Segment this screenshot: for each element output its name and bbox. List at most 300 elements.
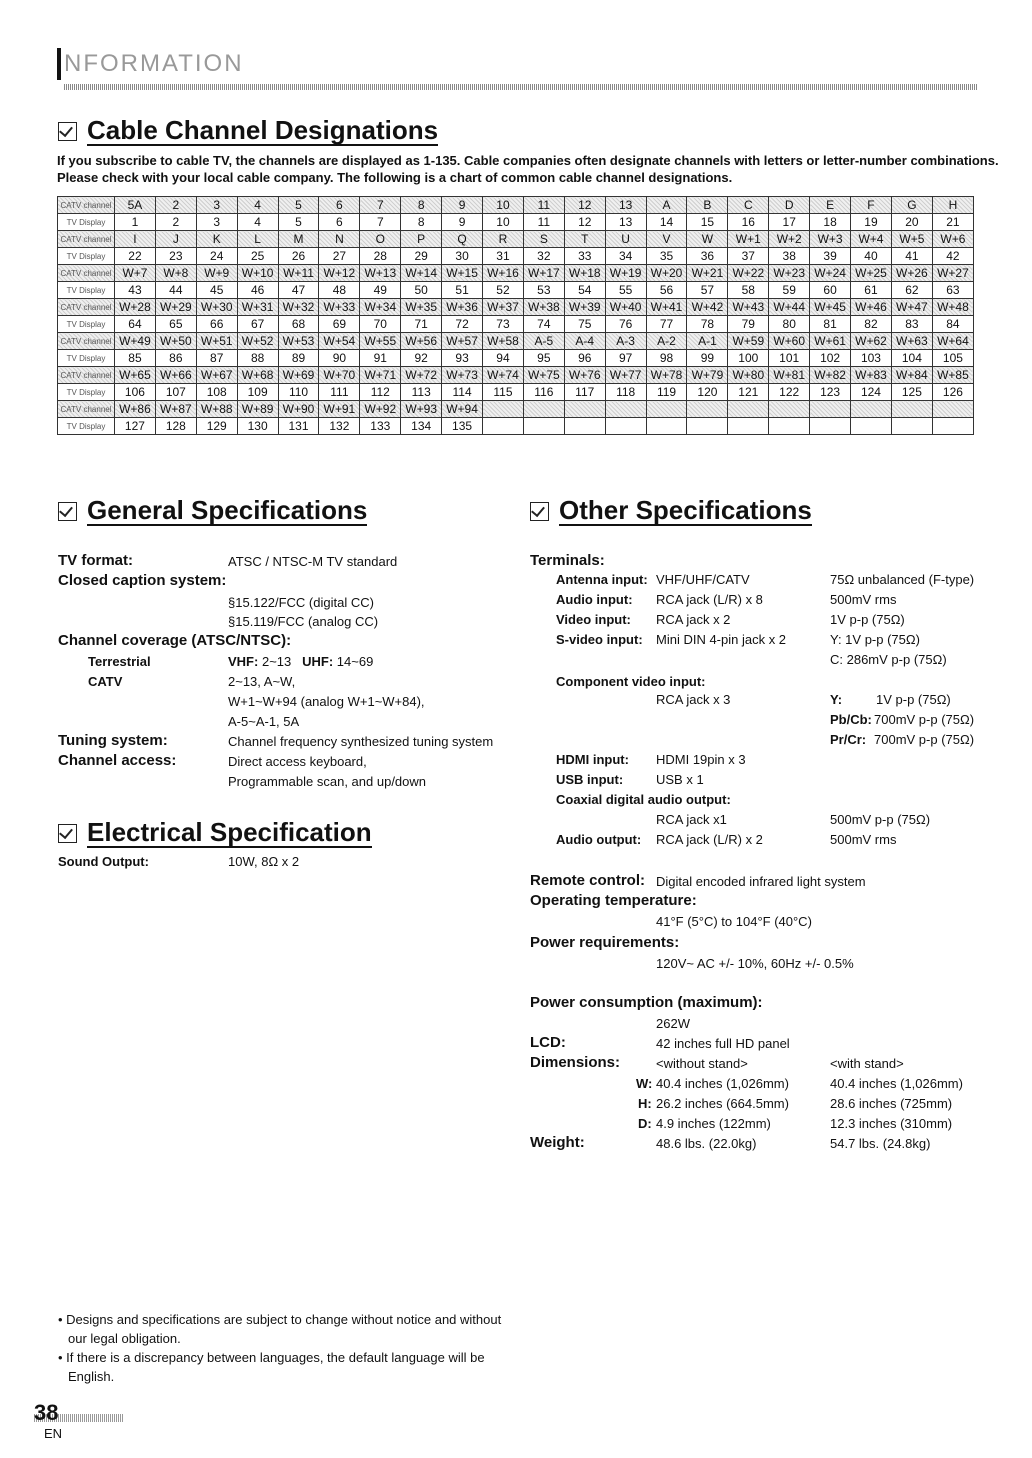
catv-cell: L [237,231,278,248]
audio-in-value-2: 500mV rms [830,592,897,607]
catv-cell: W+15 [442,265,483,282]
access-value-1: Direct access keyboard, [228,754,367,769]
tv-display-cell: 103 [851,350,892,367]
catv-cell: W+11 [278,265,319,282]
uhf-value: 14~69 [336,654,374,669]
catv-cell: W+56 [401,333,442,350]
tv-display-cell: 59 [769,282,810,299]
tv-display-cell: 110 [278,384,319,401]
catv-cell: W+22 [728,265,769,282]
catv-cell: W+39 [564,299,605,316]
catv-cell: A-4 [564,333,605,350]
catv-cell: 3 [196,197,237,214]
tv-display-cell [728,418,769,435]
tv-display-row-label: TV Display [58,248,115,265]
catv-cell: W+73 [442,367,483,384]
catv-cell: W+51 [196,333,237,350]
tv-display-cell: 113 [401,384,442,401]
catv-cell: W+21 [687,265,728,282]
catv-cell: W+45 [810,299,851,316]
tv-display-cell: 105 [932,350,973,367]
tv-display-cell: 32 [523,248,564,265]
catv-cell: W+59 [728,333,769,350]
note-2: • If there is a discrepancy between languages, the default language will be [58,1350,485,1365]
catv-cell: V [646,231,687,248]
tv-display-cell: 61 [851,282,892,299]
catv-cell: W+66 [155,367,196,384]
w-label: W: [636,1076,653,1091]
catv-cell: P [401,231,442,248]
tv-display-cell: 119 [646,384,687,401]
catv-cell: 7 [360,197,401,214]
catv-row [58,401,974,418]
catv-cell: W+35 [401,299,442,316]
catv-cell: 11 [523,197,564,214]
tv-display-cell: 45 [196,282,237,299]
tv-display-cell [810,418,851,435]
h-value-2: 28.6 inches (725mm) [830,1096,953,1111]
tv-display-cell: 13 [605,214,646,231]
catv-cell: W+63 [891,333,932,350]
tv-display-cell: 6 [319,214,360,231]
electrical-heading: Electrical Specification [58,818,372,848]
tv-display-row-label: TV Display [58,350,115,367]
tv-display-row [58,384,974,401]
lcd-value: 42 inches full HD panel [656,1036,790,1051]
audio-in-value: RCA jack (L/R) x 8 [656,592,763,607]
catv-cell: R [483,231,524,248]
catv-cell: W+72 [401,367,442,384]
tv-display-cell: 93 [442,350,483,367]
catv-cell: W+85 [932,367,973,384]
tv-display-cell [605,418,646,435]
catv-cell: 9 [442,197,483,214]
catv-cell: F [851,197,892,214]
catv-cell: W+91 [319,401,360,418]
catv-cell [523,401,564,418]
catv-cell: G [891,197,932,214]
tv-display-cell: 27 [319,248,360,265]
catv-cell: W+90 [278,401,319,418]
usb-value: USB x 1 [656,772,704,787]
tv-display-cell: 131 [278,418,319,435]
tv-display-cell: 25 [237,248,278,265]
tv-display-cell: 87 [196,350,237,367]
catv-cell: W+94 [442,401,483,418]
catv-cell: W+75 [523,367,564,384]
catv-cell: W+43 [728,299,769,316]
power-cons-value: 262W [656,1016,690,1031]
catv-cell: W+69 [278,367,319,384]
tv-display-cell: 68 [278,316,319,333]
access-value-2: Programmable scan, and up/down [228,774,427,789]
tv-display-cell: 5 [278,214,319,231]
tv-display-cell: 86 [155,350,196,367]
tv-display-cell: 56 [646,282,687,299]
access-label: Channel access: [58,752,177,769]
tv-display-cell: 17 [769,214,810,231]
tv-display-cell: 54 [564,282,605,299]
tv-display-cell: 98 [646,350,687,367]
catv-cell: W+89 [237,401,278,418]
tv-display-cell: 50 [401,282,442,299]
catv-cell: E [810,197,851,214]
tv-display-cell [891,418,932,435]
catv-row [58,197,974,214]
vhf-value: 2~13 [261,654,292,669]
tv-display-cell: 84 [932,316,973,333]
catv-cell: A [646,197,687,214]
catv-cell: W+13 [360,265,401,282]
temp-label: Operating temperature: [530,892,697,909]
tv-display-cell: 8 [401,214,442,231]
component-value: RCA jack x 3 [656,692,731,707]
tv-display-cell: 100 [728,350,769,367]
vhf-uhf [228,654,373,669]
tv-display-cell: 35 [646,248,687,265]
catv-cell: K [196,231,237,248]
hdmi-value: HDMI 19pin x 3 [656,752,746,767]
coax-value: RCA jack x1 [656,812,727,827]
catv-cell: W+9 [196,265,237,282]
audio-out-value-2: 500mV rms [830,832,897,847]
tv-display-row-label: TV Display [58,316,115,333]
language-code: EN [44,1426,63,1441]
catv-cell: S [523,231,564,248]
weight-value-2: 54.7 lbs. (24.8kg) [830,1136,931,1151]
catv-cell: D [769,197,810,214]
tv-display-cell: 112 [360,384,401,401]
catv-cell: W+46 [851,299,892,316]
tv-display-cell: 58 [728,282,769,299]
catv-cell: W+5 [891,231,932,248]
cable-heading: Cable Channel Designations [58,116,438,146]
catv-cell: 12 [564,197,605,214]
tv-display-cell: 9 [442,214,483,231]
tv-display-cell: 72 [442,316,483,333]
catv-row [58,265,974,282]
comp-y-label: Y: [830,692,843,707]
video-in-value: RCA jack x 2 [656,612,731,627]
catv-cell [891,401,932,418]
tv-display-cell: 129 [196,418,237,435]
catv-cell: W+36 [442,299,483,316]
tv-display-cell: 15 [687,214,728,231]
tv-display-cell: 26 [278,248,319,265]
tv-display-cell: 81 [810,316,851,333]
header-bar [57,48,61,80]
tv-display-cell: 130 [237,418,278,435]
catv-cell: C [728,197,769,214]
catv-cell [769,401,810,418]
catv-cell: W+88 [196,401,237,418]
catv-row-label: CATV channel [58,299,115,316]
d-value-2: 12.3 inches (310mm) [830,1116,953,1131]
tv-display-cell: 132 [319,418,360,435]
svideo-y: Y: 1V p-p (75Ω) [830,632,920,647]
catv-cell: 5 [278,197,319,214]
catv-cell: I [115,231,156,248]
tv-display-cell: 55 [605,282,646,299]
weight-value: 48.6 lbs. (22.0kg) [656,1136,757,1151]
tv-display-cell: 126 [932,384,973,401]
catv-cell: W+33 [319,299,360,316]
tv-display-cell: 95 [523,350,564,367]
catv-cell: W+10 [237,265,278,282]
tv-display-cell: 42 [932,248,973,265]
catv-cell: W+86 [115,401,156,418]
tv-display-cell: 101 [769,350,810,367]
tv-display-row-label: TV Display [58,214,115,231]
catv-cell [932,401,973,418]
tv-display-row-label: TV Display [58,418,115,435]
catv-cell: W+3 [810,231,851,248]
tv-display-cell: 38 [769,248,810,265]
tv-display-cell: 75 [564,316,605,333]
note-1-cont: our legal obligation. [68,1331,181,1346]
tv-display-cell: 99 [687,350,728,367]
tv-display-cell: 30 [442,248,483,265]
tuning-value: Channel frequency synthesized tuning system [228,734,494,749]
catv-cell: W+81 [769,367,810,384]
tv-display-cell: 96 [564,350,605,367]
catv-cell: W+77 [605,367,646,384]
tv-display-cell: 82 [851,316,892,333]
catv-cell: W+26 [891,265,932,282]
checkbox-icon [58,122,77,141]
tv-display-cell: 116 [523,384,564,401]
catv-cell: W+74 [483,367,524,384]
catv-cell [605,401,646,418]
coax-value-2: 500mV p-p (75Ω) [830,812,931,827]
catv-cell: W+27 [932,265,973,282]
tv-display-cell: 49 [360,282,401,299]
tv-display-cell: 122 [769,384,810,401]
header-rule [64,84,978,90]
tv-display-row [58,282,974,299]
catv-cell: Q [442,231,483,248]
uhf-label: UHF: [302,654,334,669]
tv-display-cell: 102 [810,350,851,367]
catv-cell: W+71 [360,367,401,384]
antenna-label: Antenna input: [556,572,648,587]
catv-value-1: 2~13, A~W, [228,674,296,689]
catv-cell: W+38 [523,299,564,316]
catv-cell: W+28 [115,299,156,316]
catv-cell: W+12 [319,265,360,282]
power-req-label: Power requirements: [530,934,680,951]
comp-pb-value: 700mV p-p (75Ω) [874,712,975,727]
tv-display-cell: 76 [605,316,646,333]
cc-value-1: §15.122/FCC (digital CC) [228,595,374,610]
tv-display-cell: 40 [851,248,892,265]
tv-display-cell [523,418,564,435]
tv-display-cell: 117 [564,384,605,401]
cc-value-2: §15.119/FCC (analog CC) [228,614,379,629]
tv-display-cell: 1 [115,214,156,231]
catv-cell [687,401,728,418]
catv-cell: W+60 [769,333,810,350]
catv-cell: W+47 [891,299,932,316]
cable-channel-table [57,196,974,435]
terrestrial-label: Terrestrial [88,654,151,669]
comp-pb-label: Pb/Cb: [830,712,872,727]
catv-cell: W+70 [319,367,360,384]
catv-cell: A-5 [523,333,564,350]
catv-cell: W+64 [932,333,973,350]
catv-cell: W+57 [442,333,483,350]
note-1: • Designs and specifications are subject to change without notice and without [58,1312,502,1327]
w-value: 40.4 inches (1,026mm) [656,1076,789,1091]
tv-display-cell: 14 [646,214,687,231]
catv-cell: W+25 [851,265,892,282]
d-value: 4.9 inches (122mm) [656,1116,771,1131]
catv-cell: W+6 [932,231,973,248]
catv-cell: W+62 [851,333,892,350]
tv-display-cell: 107 [155,384,196,401]
coverage-label: Channel coverage (ATSC/NTSC): [58,632,292,649]
catv-cell: W+41 [646,299,687,316]
tv-display-cell: 47 [278,282,319,299]
catv-cell: W+48 [932,299,973,316]
tv-display-cell: 123 [810,384,851,401]
tv-display-cell: 60 [810,282,851,299]
antenna-value-2: 75Ω unbalanced (F-type) [830,572,975,587]
tv-display-cell: 78 [687,316,728,333]
tv-display-cell: 21 [932,214,973,231]
catv-cell: W+1 [728,231,769,248]
hdmi-label: HDMI input: [556,752,629,767]
tv-display-cell: 104 [891,350,932,367]
tv-display-row-label: TV Display [58,282,115,299]
tv-display-cell: 106 [115,384,156,401]
cable-intro-line-2: Please check with your local cable company. The following is a chart of common cable channel designations. [57,170,733,185]
tv-display-cell [932,418,973,435]
checkbox-icon [58,502,77,521]
vhf-label: VHF: [228,654,259,669]
tv-display-cell: 88 [237,350,278,367]
tv-display-cell [687,418,728,435]
catv-cell: W+34 [360,299,401,316]
tv-display-cell: 134 [401,418,442,435]
catv-cell: W+14 [401,265,442,282]
comp-pr-value: 700mV p-p (75Ω) [874,732,975,747]
temp-value: 41°F (5°C) to 104°F (40°C) [656,914,812,929]
comp-y-value: 1V p-p (75Ω) [876,692,951,707]
tv-display-cell: 19 [851,214,892,231]
catv-value-2: W+1~W+94 (analog W+1~W+84), [228,694,425,709]
catv-row-label: CATV channel [58,401,115,418]
catv-cell [646,401,687,418]
tv-display-cell: 67 [237,316,278,333]
catv-cell: 6 [319,197,360,214]
tv-display-cell: 128 [155,418,196,435]
note-2-cont: English. [68,1369,115,1384]
catv-cell: W+49 [115,333,156,350]
tv-display-row [58,248,974,265]
catv-cell: H [932,197,973,214]
tv-display-cell: 111 [319,384,360,401]
tv-display-cell: 20 [891,214,932,231]
tv-display-cell: 41 [891,248,932,265]
tv-display-cell: 115 [483,384,524,401]
tv-display-cell: 73 [483,316,524,333]
tv-display-cell: 79 [728,316,769,333]
h-label: H: [638,1096,652,1111]
tv-display-cell: 94 [483,350,524,367]
catv-cell: N [319,231,360,248]
catv-cell [810,401,851,418]
page-number: 38 [34,1400,59,1425]
power-cons-label: Power consumption (maximum): [530,994,763,1011]
tv-display-cell: 66 [196,316,237,333]
catv-cell: W+82 [810,367,851,384]
catv-row [58,333,974,350]
weight-label: Weight: [530,1134,585,1151]
tv-display-cell: 125 [891,384,932,401]
tv-display-cell: 62 [891,282,932,299]
catv-cell: W+50 [155,333,196,350]
tv-display-row [58,350,974,367]
tv-display-cell: 23 [155,248,196,265]
catv-cell: U [605,231,646,248]
catv-cell: 5A [115,197,156,214]
tuning-label: Tuning system: [58,732,168,749]
tv-display-cell [769,418,810,435]
catv-cell: 10 [483,197,524,214]
catv-cell: 4 [237,197,278,214]
tv-display-cell: 74 [523,316,564,333]
tv-display-cell: 44 [155,282,196,299]
catv-cell: W+23 [769,265,810,282]
tv-display-cell [564,418,605,435]
audio-out-value: RCA jack (L/R) x 2 [656,832,763,847]
catv-cell: W+29 [155,299,196,316]
with-stand: <with stand> [830,1056,904,1071]
catv-cell: 13 [605,197,646,214]
tv-display-cell: 57 [687,282,728,299]
remote-value: Digital encoded infrared light system [656,874,866,889]
catv-cell: W+19 [605,265,646,282]
tv-display-cell: 133 [360,418,401,435]
catv-cell: W+80 [728,367,769,384]
audio-out-label: Audio output: [556,832,642,847]
catv-cell: W+87 [155,401,196,418]
tv-display-cell: 46 [237,282,278,299]
tv-display-row [58,316,974,333]
catv-cell: W+17 [523,265,564,282]
antenna-value: VHF/UHF/CATV [656,572,750,587]
catv-cell: W+37 [483,299,524,316]
video-in-label: Video input: [556,612,631,627]
tv-display-cell: 85 [115,350,156,367]
svideo-value: Mini DIN 4-pin jack x 2 [656,632,787,647]
catv-cell: W+92 [360,401,401,418]
tv-display-cell: 37 [728,248,769,265]
lcd-label: LCD: [530,1034,566,1051]
tv-display-cell: 16 [728,214,769,231]
tv-display-cell [646,418,687,435]
catv-cell: W+52 [237,333,278,350]
catv-cell: W+4 [851,231,892,248]
tv-display-cell: 10 [483,214,524,231]
tv-display-cell: 83 [891,316,932,333]
catv-row-label: CATV channel [58,367,115,384]
cc-label: Closed caption system: [58,572,227,589]
tv-display-cell: 120 [687,384,728,401]
catv-cell: W+61 [810,333,851,350]
catv-row-label: CATV channel [58,197,115,214]
